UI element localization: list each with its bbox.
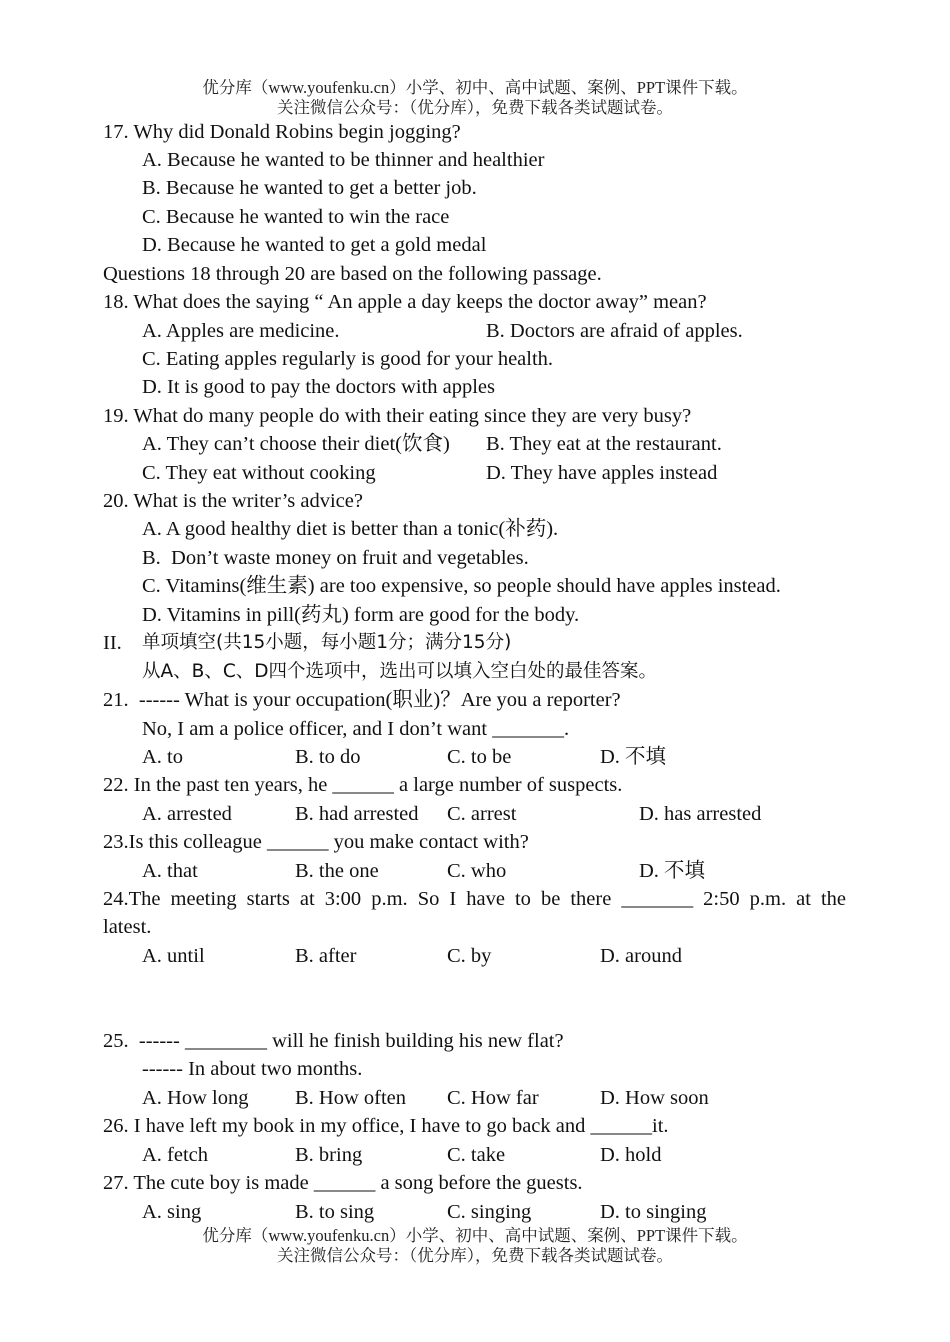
question-20-option-b: B. Don’t waste money on fruit and vegetables. [142,547,529,569]
question-22-option-b: B. had arrested [295,803,419,825]
question-22-option-d: D. has arrested [639,803,762,825]
question-20-option-a: A. A good healthy diet is better than a tonic(补药). [142,518,559,540]
question-22-option-a: A. arrested [142,803,232,825]
question-17-option-c: C. Because he wanted to win the race [142,206,450,228]
question-24-option-c: C. by [447,945,492,967]
question-18-option-b: B. Doctors are afraid of apples. [486,320,743,342]
question-24-option-d: D. around [600,945,682,967]
header-line-2: 关注微信公众号：（优分库），免费下载各类试题试卷。 [277,98,673,117]
question-23-stem: 23.Is this colleague ______ you make contact with? [103,831,529,853]
question-23-option-c: C. who [447,860,507,882]
question-18-option-a: A. Apples are medicine. [142,320,340,342]
header-line-1: 优分库（www.youfenku.cn）小学、初中、高中试题、案例、PPT课件下载。 [202,78,748,97]
question-19-stem: 19. What do many people do with their eating since they are very busy? [103,405,692,427]
question-19-option-b: B. They eat at the restaurant. [486,433,722,455]
question-21-option-b: B. to do [295,746,361,768]
question-27-option-d: D. to singing [600,1201,707,1223]
question-26-option-b: B. bring [295,1144,363,1166]
question-23-option-d: D. 不填 [639,860,706,882]
question-20-stem: 20. What is the writer’s advice? [103,490,363,512]
section-title: 单项填空(共15小题，每小题1分；满分15分) [142,632,512,653]
question-25-option-a: A. How long [142,1087,249,1109]
question-25-option-c: C. How far [447,1087,539,1109]
question-26-option-c: C. take [447,1144,506,1166]
question-22-option-c: C. arrest [447,803,517,825]
question-25-option-d: D. How soon [600,1087,709,1109]
section-instruction: 从A、B、C、D四个选项中，选出可以填入空白处的最佳答案。 [142,661,658,682]
question-24-option-a: A. until [142,945,205,967]
question-18-option-c: C. Eating apples regularly is good for your health. [142,348,554,370]
question-26-stem: 26. I have left my book in my office, I have to go back and ______it. [103,1115,669,1137]
question-18-option-d: D. It is good to pay the doctors with apples [142,376,496,398]
question-27-option-a: A. sing [142,1201,202,1223]
question-24-line-2: latest. [103,916,152,938]
question-21-stem: 21. ------ What is your occupation(职业)？Are you a reporter? [103,689,621,711]
question-22-stem: 22. In the past ten years, he ______ a large number of suspects. [103,774,623,796]
question-27-option-c: C. singing [447,1201,532,1223]
question-17-stem: 17. Why did Donald Robins begin jogging? [103,121,461,143]
question-23-option-a: A. that [142,860,198,882]
question-19-option-a: A. They can’t choose their diet(饮食) [142,433,450,455]
question-18-stem: 18. What does the saying “ An apple a day keeps the doctor away” mean? [103,291,707,313]
question-23-option-b: B. the one [295,860,379,882]
question-27-option-b: B. to sing [295,1201,375,1223]
question-21-option-c: C. to be [447,746,512,768]
question-17-option-b: B. Because he wanted to get a better job. [142,177,477,199]
question-25-option-b: B. How often [295,1087,407,1109]
question-26-option-d: D. hold [600,1144,662,1166]
question-27-stem: 27. The cute boy is made ______ a song before the guests. [103,1172,583,1194]
question-19-option-c: C. They eat without cooking [142,462,376,484]
question-19-option-d: D. They have apples instead [486,462,718,484]
footer-line-1: 优分库（www.youfenku.cn）小学、初中、高中试题、案例、PPT课件下载。 [202,1226,748,1245]
question-17-option-d: D. Because he wanted to get a gold medal [142,234,487,256]
question-24-option-b: B. after [295,945,357,967]
question-21-option-a: A. to [142,746,183,768]
question-25-line-2: ------ In about two months. [142,1058,363,1080]
footer-line-2: 关注微信公众号：（优分库），免费下载各类试题试卷。 [277,1246,673,1265]
question-25-stem: 25. ------ ________ will he finish building his new flat? [103,1030,564,1052]
question-26-option-a: A. fetch [142,1144,209,1166]
question-20-option-c: C. Vitamins(维生素) are too expensive, so people should have apples instead. [142,575,781,597]
question-21-option-d: D. 不填 [600,746,667,768]
question-20-option-d: D. Vitamins in pill(药丸) form are good for the body. [142,604,580,626]
question-24-stem: 24.The meeting starts at 3:00 p.m. So I have to be there _______ 2:50 p.m. at the [103,888,846,910]
question-21-line-2: No, I am a police officer, and I don’t want _______. [142,718,570,740]
section-number: II. [103,632,122,654]
question-17-option-a: A. Because he wanted to be thinner and healthier [142,149,545,171]
passage-note: Questions 18 through 20 are based on the following passage. [103,263,602,285]
